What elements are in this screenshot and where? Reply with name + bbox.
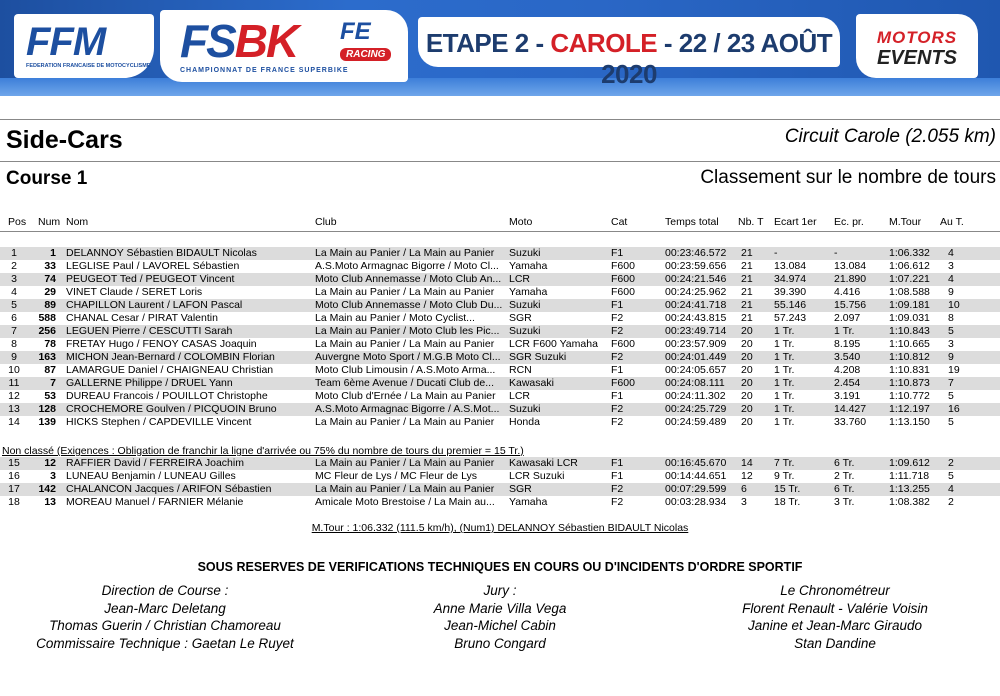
cell-ecpr: 6 Tr. [834,483,855,495]
cell-mtour: 1:10.831 [889,364,930,376]
table-row [0,312,1000,325]
cell-nbt: 20 [741,364,753,376]
officials-line: Stan Dandine [794,635,876,651]
cell-num: 1 [50,247,56,259]
cell-moto: Kawasaki LCR [509,457,578,469]
cell-ecpr: 3.540 [834,351,861,363]
cell-pos: 3 [11,273,17,285]
cell-pos: 14 [8,416,20,428]
cell-temps: 00:23:59.656 [665,260,727,272]
col-header-cat: Cat [611,216,628,228]
table-row [0,364,1000,377]
col-header-pos: Pos [8,216,27,228]
cell-moto: SGR [509,312,532,324]
cell-club: MC Fleur de Lys / MC Fleur de Lys [315,470,478,482]
cell-num: 13 [44,496,56,508]
cell-club: La Main au Panier / La Main au Panier [315,416,495,428]
cell-cat: F1 [611,299,624,311]
officials-line: Thomas Guerin / Christian Chamoreau [49,618,281,633]
table-row [0,457,1000,470]
officials-line: Anne Marie Villa Vega [433,600,567,616]
cell-nom: LAMARGUE Daniel / CHAIGNEAU Christian [66,364,274,376]
cell-club: La Main au Panier / La Main au Panier [315,483,495,495]
cell-cat: F600 [611,377,635,389]
cell-ecpr: - [834,247,838,259]
cell-ecart: 1 Tr. [774,351,795,363]
cell-num: 142 [38,483,56,495]
cell-ecpr: 1 Tr. [834,325,855,337]
motors-logo-line2: EVENTS [876,47,958,69]
ffm-logo [14,14,154,78]
officials-line: Commissaire Technique : Gaetan Le Ruyet [36,635,294,651]
cell-moto: Suzuki [509,325,541,337]
officials-line: Florent Renault - Valérie Voisin [742,600,928,616]
cell-nom: LEGUEN Pierre / CESCUTTI Sarah [66,325,233,337]
cell-pos: 10 [8,364,20,376]
motors-logo-line1: MOTORS [876,28,958,47]
cell-mtour: 1:09.181 [889,299,930,311]
cell-num: 33 [44,260,56,272]
cell-pos: 18 [8,496,20,508]
cell-ecpr: 2.097 [834,312,861,324]
cell-pos: 9 [11,351,17,363]
cell-temps: 00:23:57.909 [665,338,727,350]
cell-nbt: 21 [741,286,753,298]
cell-temps: 00:23:49.714 [665,325,727,337]
officials-line: Bruno Congard [454,635,546,651]
cell-temps: 00:24:41.718 [665,299,727,311]
cell-num: 256 [38,325,56,337]
fsbk-logo-fe: FE [340,18,371,45]
cell-club: La Main au Panier / La Main au Panier [315,457,495,469]
cell-ecpr: 3 Tr. [834,496,855,508]
cell-nbt: 21 [741,260,753,272]
table-row [0,260,1000,273]
cell-ecart: 1 Tr. [774,364,795,376]
officials-line: Direction de Course : [101,583,229,598]
cell-moto: SGR [509,483,532,495]
cell-mtour: 1:10.873 [889,377,930,389]
cell-ecpr: 2.454 [834,377,861,389]
cell-temps: 00:07:29.599 [665,483,727,495]
best-lap-summary: M.Tour : 1:06.332 (111.5 km/h), (Num1) DELANNOY Sébastien BIDAULT Nicolas [311,522,689,534]
cell-aut: 9 [948,286,954,298]
cell-club: Amicale Moto Brestoise / La Main au... [315,496,495,508]
officials-direction [0,582,330,652]
cell-nom: CHAPILLON Laurent / LAFON Pascal [66,299,243,311]
cell-nbt: 21 [741,273,753,285]
cell-temps: 00:24:08.111 [665,377,725,389]
cell-temps: 00:24:59.489 [665,416,727,428]
table-row [0,273,1000,286]
table-row [0,416,1000,429]
cell-mtour: 1:13.255 [889,483,930,495]
fsbk-logo-subtitle: CHAMPIONNAT DE FRANCE SUPERBIKE [180,67,349,74]
fsbk-logo-racing: RACING [340,48,391,61]
cell-num: 12 [44,457,56,469]
cell-mtour: 1:13.150 [889,416,930,428]
table-row [0,325,1000,338]
cell-moto: Honda [509,416,540,428]
cell-nbt: 20 [741,390,753,402]
col-header-nom: Nom [66,216,89,228]
cell-ecart: 57.243 [774,312,807,324]
cell-mtour: 1:09.031 [889,312,930,324]
cell-cat: F2 [611,416,624,428]
cell-club: Moto Club Annemasse / Moto Club Du... [315,299,503,311]
cell-temps: 00:14:44.651 [665,470,727,482]
cell-pos: 16 [8,470,20,482]
col-header-nbt: Nb. T [738,216,764,228]
cell-nbt: 20 [741,416,753,428]
cell-moto: Yamaha [509,496,548,508]
cell-ecart: 9 Tr. [774,470,795,482]
cell-club: Moto Club d'Ernée / La Main au Panier [315,390,496,402]
cell-aut: 5 [948,390,954,402]
cell-cat: F1 [611,457,624,469]
cell-nom: VINET Claude / SERET Loris [66,286,203,298]
table-row [0,470,1000,483]
ffm-logo-subtitle: FEDERATION FRANCAISE DE MOTOCYCLISME [26,63,151,69]
header-rule-top [0,119,1000,120]
cell-club: Moto Club Annemasse / Moto Club An... [315,273,502,285]
cell-cat: F600 [611,286,635,298]
cell-pos: 2 [11,260,17,272]
cell-aut: 4 [948,247,954,259]
cell-mtour: 1:10.843 [889,325,930,337]
cell-moto: Suzuki [509,299,541,311]
cell-pos: 5 [11,299,17,311]
cell-aut: 16 [948,403,960,415]
cell-temps: 00:24:05.657 [665,364,727,376]
cell-moto: Suzuki [509,403,541,415]
fsbk-logo [160,10,408,82]
table-row [0,377,1000,390]
circuit-name: Circuit Carole (2.055 km) [784,126,996,147]
cell-nom: DELANNOY Sébastien BIDAULT Nicolas [66,247,257,259]
cell-pos: 7 [11,325,17,337]
cell-nbt: 21 [741,299,753,311]
cell-num: 139 [38,416,56,428]
officials-chronometreur [670,582,1000,652]
cell-club: La Main au Panier / La Main au Panier [315,338,495,350]
cell-moto: LCR Suzuki [509,470,565,482]
cell-ecart: 1 Tr. [774,338,795,350]
cell-temps: 00:03:28.934 [665,496,727,508]
officials-line: Le Chronométreur [780,583,890,598]
cell-club: La Main au Panier / La Main au Panier [315,286,495,298]
cell-num: 588 [38,312,56,324]
cell-pos: 12 [8,390,20,402]
table-header-rule [0,231,1000,232]
cell-nbt: 6 [741,483,747,495]
table-row [0,338,1000,351]
cell-aut: 10 [948,299,960,311]
cell-club: La Main au Panier / Moto Club les Pic... [315,325,500,337]
cell-nom: CHANAL Cesar / PIRAT Valentin [66,312,218,324]
cell-club: A.S.Moto Armagnac Bigorre / A.S.Mot... [315,403,500,415]
cell-pos: 8 [11,338,17,350]
cell-mtour: 1:12.197 [889,403,930,415]
officials-line: Janine et Jean-Marc Giraudo [747,618,923,633]
cell-cat: F2 [611,483,624,495]
cell-cat: F1 [611,470,624,482]
cell-ecart: 55.146 [774,299,807,311]
cell-temps: 00:23:46.572 [665,247,727,259]
cell-cat: F1 [611,390,624,402]
cell-temps: 00:24:25.729 [665,403,727,415]
cell-cat: F600 [611,273,635,285]
cell-moto: Yamaha [509,260,548,272]
cell-temps: 00:24:11.302 [665,390,726,402]
cell-ecart: 1 Tr. [774,325,795,337]
cell-moto: LCR F600 Yamaha [509,338,598,350]
page-title: Side-Cars [6,126,123,154]
cell-temps: 00:16:45.670 [665,457,727,469]
cell-aut: 8 [948,312,954,324]
cell-pos: 4 [11,286,17,298]
cell-pos: 11 [8,377,20,389]
table-row [0,496,1000,509]
col-header-ecart: Ecart 1er [774,216,817,228]
cell-ecart: 1 Tr. [774,416,795,428]
cell-cat: F1 [611,364,624,376]
cell-ecpr: 4.208 [834,364,861,376]
cell-cat: F600 [611,338,635,350]
cell-ecart: 1 Tr. [774,403,795,415]
table-row [0,286,1000,299]
cell-ecpr: 21.890 [834,273,867,285]
cell-ecpr: 4.416 [834,286,861,298]
cell-nbt: 20 [741,377,753,389]
cell-num: 7 [50,377,56,389]
cell-nom: LUNEAU Benjamin / LUNEAU Gilles [66,470,236,482]
cell-num: 74 [44,273,56,285]
cell-mtour: 1:07.221 [889,273,930,285]
cell-mtour: 1:08.382 [889,496,930,508]
table-row [0,403,1000,416]
cell-moto: SGR Suzuki [509,351,567,363]
cell-aut: 2 [948,457,954,469]
cell-nbt: 21 [741,312,753,324]
cell-nbt: 12 [741,470,753,482]
cell-mtour: 1:09.612 [889,457,930,469]
cell-num: 78 [44,338,56,350]
cell-ecart: 7 Tr. [774,457,795,469]
cell-aut: 3 [948,338,954,350]
cell-nom: PEUGEOT Ted / PEUGEOT Vincent [66,273,235,285]
cell-nom: GALLERNE Philippe / DRUEL Yann [66,377,233,389]
reserves-notice: SOUS RESERVES DE VERIFICATIONS TECHNIQUES EN COURS OU D'INCIDENTS D'ORDRE SPORTIF [197,560,803,574]
ffm-logo-text: FFM [26,20,106,64]
cell-aut: 19 [948,364,960,376]
cell-ecpr: 6 Tr. [834,457,855,469]
cell-mtour: 1:10.665 [889,338,930,350]
cell-pos: 13 [8,403,20,415]
cell-nbt: 20 [741,403,753,415]
col-header-temps: Temps total [665,216,719,228]
cell-ecart: 1 Tr. [774,390,795,402]
officials-line: Jean-Marc Deletang [104,600,226,616]
cell-ecpr: 13.084 [834,260,867,272]
cell-num: 128 [38,403,56,415]
cell-mtour: 1:08.588 [889,286,930,298]
cell-cat: F2 [611,325,624,337]
cell-ecpr: 3.191 [834,390,861,402]
cell-nom: CHALANCON Jacques / ARIFON Sébastien [66,483,272,495]
cell-pos: 6 [11,312,17,324]
cell-pos: 15 [8,457,20,469]
cell-moto: Kawasaki [509,377,554,389]
cell-nbt: 20 [741,351,753,363]
cell-nom: MOREAU Manuel / FARNIER Mélanie [66,496,244,508]
cell-temps: 00:24:43.815 [665,312,727,324]
cell-ecpr: 8.195 [834,338,861,350]
cell-ecpr: 14.427 [834,403,867,415]
course-title: Course 1 [6,168,88,189]
table-row [0,390,1000,403]
cell-ecpr: 15.756 [834,299,867,311]
cell-moto: Suzuki [509,247,541,259]
cell-aut: 5 [948,325,954,337]
table-row [0,299,1000,312]
event-title: ETAPE 2 - CAROLE - 22 / 23 AOÛT 2020 [425,28,833,89]
nonclasse-label: Non classé (Exigences : Obligation de franchir la ligne d'arrivée ou 75% du nombre de tours du premier = 15 Tr.) [2,445,524,457]
officials-line: Jury : [483,583,517,598]
cell-num: 53 [44,390,56,402]
cell-nom: CROCHEMORE Goulven / PICQUOIN Bruno [66,403,277,415]
cell-ecart: 34.974 [774,273,807,285]
cell-aut: 4 [948,273,954,285]
cell-nbt: 14 [741,457,753,469]
col-header-club: Club [315,216,337,228]
cell-club: La Main au Panier / La Main au Panier [315,247,495,259]
cell-cat: F600 [611,260,635,272]
cell-aut: 5 [948,470,954,482]
cell-cat: F2 [611,496,624,508]
cell-moto: RCN [509,364,532,376]
cell-nbt: 20 [741,325,753,337]
cell-club: Moto Club Limousin / A.S.Moto Arma... [315,364,496,376]
cell-pos: 17 [8,483,20,495]
col-header-num: Num [38,216,61,228]
cell-num: 29 [44,286,56,298]
cell-ecart: 18 Tr. [774,496,801,508]
table-row [0,247,1000,260]
cell-moto: LCR [509,390,531,402]
table-row [0,483,1000,496]
cell-temps: 00:24:25.962 [665,286,727,298]
cell-club: La Main au Panier / Moto Cyclist... [315,312,475,324]
motors-events-logo [856,14,978,78]
cell-ecart: 15 Tr. [774,483,801,495]
officials-line: Jean-Michel Cabin [444,618,556,633]
officials-jury [335,582,665,652]
cell-cat: F2 [611,312,624,324]
cell-num: 163 [38,351,56,363]
col-header-moto: Moto [509,216,533,228]
cell-ecart: 13.084 [774,260,807,272]
cell-moto: Yamaha [509,286,548,298]
cell-num: 87 [44,364,56,376]
cell-nom: MICHON Jean-Bernard / COLOMBIN Florian [66,351,275,363]
classement-title: Classement sur le nombre de tours [700,167,996,188]
cell-aut: 4 [948,483,954,495]
col-header-aut: Au T. [940,216,964,228]
cell-nom: RAFFIER David / FERREIRA Joachim [66,457,244,469]
cell-nbt: 21 [741,247,753,259]
cell-cat: F2 [611,403,624,415]
cell-mtour: 1:11.718 [889,470,930,482]
header-banner [0,0,1000,96]
cell-pos: 1 [11,247,17,259]
cell-cat: F1 [611,247,624,259]
event-title-box [418,17,840,89]
cell-ecart: 39.390 [774,286,807,298]
cell-ecpr: 2 Tr. [834,470,855,482]
cell-num: 3 [50,470,56,482]
cell-ecart: 1 Tr. [774,377,795,389]
cell-aut: 7 [948,377,954,389]
cell-temps: 00:24:01.449 [665,351,727,363]
cell-club: Team 6ème Avenue / Ducati Club de... [315,377,494,389]
cell-mtour: 1:06.332 [889,247,930,259]
cell-aut: 2 [948,496,954,508]
cell-club: Auvergne Moto Sport / M.G.B Moto Cl... [315,351,501,363]
cell-temps: 00:24:21.546 [665,273,727,285]
col-header-ecpr: Ec. pr. [834,216,864,228]
cell-nom: FRETAY Hugo / FENOY CASAS Joaquin [66,338,257,350]
cell-moto: LCR [509,273,531,285]
cell-aut: 5 [948,416,954,428]
cell-nom: DUREAU Francois / POUILLOT Christophe [66,390,268,402]
cell-nom: LEGLISE Paul / LAVOREL Sébastien [66,260,240,272]
cell-mtour: 1:06.612 [889,260,930,272]
cell-nbt: 20 [741,338,753,350]
cell-ecart: - [774,247,778,259]
cell-nbt: 3 [741,496,747,508]
cell-aut: 9 [948,351,954,363]
table-row [0,351,1000,364]
fsbk-logo-text: FSBK [180,15,298,67]
cell-cat: F2 [611,351,624,363]
cell-num: 89 [44,299,56,311]
cell-aut: 3 [948,260,954,272]
cell-mtour: 1:10.812 [889,351,930,363]
cell-nom: HICKS Stephen / CAPDEVILLE Vincent [66,416,252,428]
cell-club: A.S.Moto Armagnac Bigorre / Moto Cl... [315,260,499,272]
cell-mtour: 1:10.772 [889,390,930,402]
header-rule-middle [0,161,1000,162]
cell-ecpr: 33.760 [834,416,867,428]
col-header-mtour: M.Tour [889,216,922,228]
